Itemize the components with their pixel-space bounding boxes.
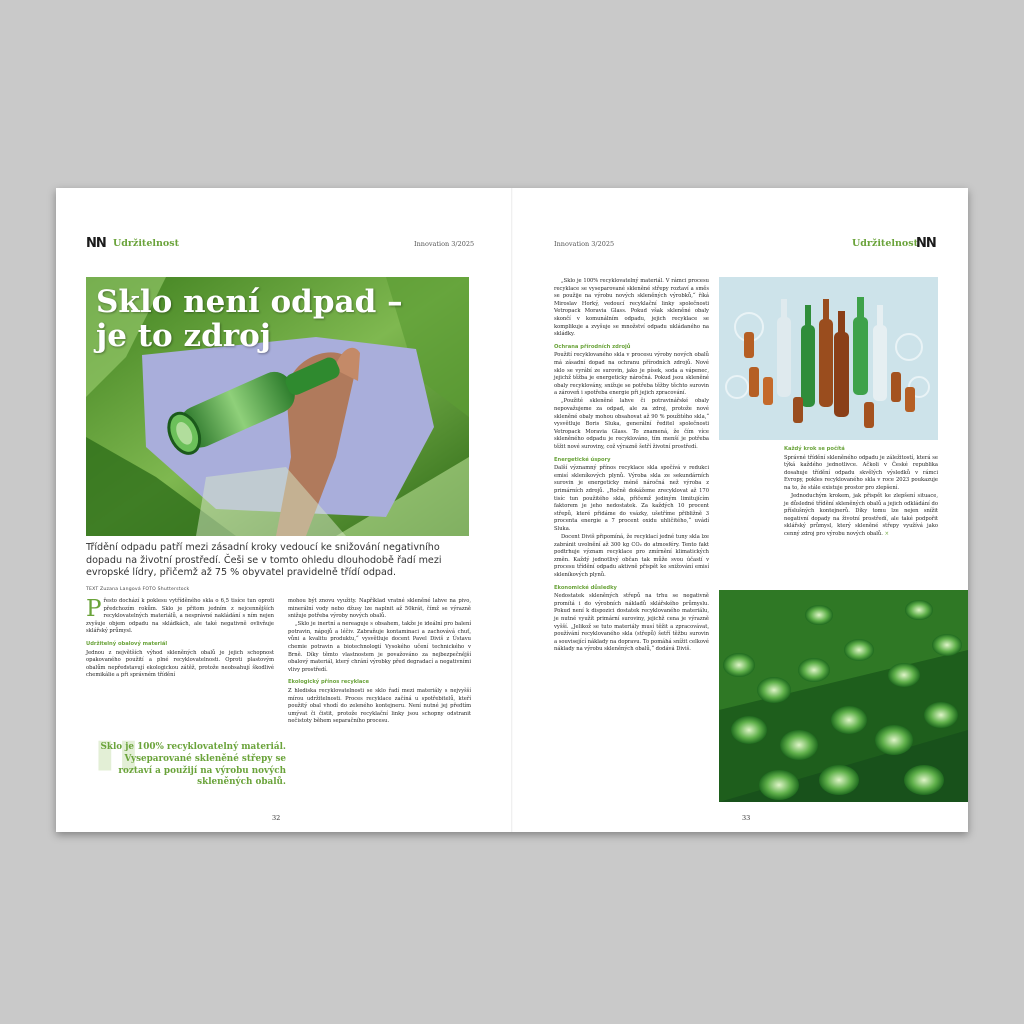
subheading: Udržitelný obalový materiál: [86, 640, 168, 647]
quote-mark-icon: ": [88, 718, 146, 832]
paragraph: Použití recyklovaného skla v procesu výroby nových obalů má zásadní dopad na ochranu přírodních zdrojů. Nové sklo se vyrábí ze surovin, jako je písek, soda a vápenec, jejichž těžba je energeticky náročná. Pokud jsou skleněné obaly recyklovány, snižuje se potřeba těžby těchto surovin a zároveň i spotřeba energie při jejich zpracování.: [554, 352, 709, 397]
pull-quote-text: Sklo je 100% recyklovatelný materiál. Vyseparované skleněné střepy se roztaví a použijí na výrobu nových skleněných obalů.: [100, 742, 286, 788]
intro-paragraph: řesto dochází k poklesu vytříděného skla o 6,5 tisíce tun oproti předchozím rokům. Sklo je přitom jedním z nejcennějších recyklovatelných materiálů, a nesprávné nakládání s ním nejen zvyšuje objem odpadu na skládkách, ale také negativně ovlivňuje sklářský průmysl.: [86, 598, 274, 635]
spread-gutter: [511, 188, 513, 832]
subheading: Ochrana přírodních zdrojů: [554, 343, 631, 350]
paragraph: mohou být znovu využity. Například vratné skleněné lahve na pivo, minerální vody nebo džusy lze naplnit až 50krát, čímž se výrazně snižuje potřeba výroby nových obalů.: [288, 598, 471, 620]
author-credit: TEXT Zuzana Langová FOTO Shutterstock: [86, 587, 190, 592]
subheading: Ekonomické důsledky: [554, 584, 617, 591]
subheading: Energetické úspory: [554, 456, 611, 463]
drop-cap: P: [86, 596, 102, 622]
paragraph: Nedostatek skleněných střepů na trhu se negativně promítá i do výrobních nákladů sklářského průmyslu. Pokud není k dispozici dostatek recyklovaného materiálu, je nutné využít primární suroviny, jejichž cena je výrazně vyšší. „Jelikož se tuto materiály musí těžit a zpracovávat, používání recyklovaného skla (střepů) šetří těžbu surovin a související náklady na dopravu. To pomáhá snížit celkové náklady na výrobu skleněných obalů,“ dodává Diviš.: [554, 593, 709, 653]
page-number-right: 33: [742, 814, 751, 822]
title-line-1: Sklo není odpad –: [96, 284, 403, 320]
paragraph: Jednou z největších výhod skleněných obalů je jejich schopnost opakovaného použití a plné recyklovatelnosti. Oproti plastovým obalům nepředstavují ekologickou zátěž, protože neobsahují škodlivé chemikálie a při správném třídění: [86, 649, 274, 679]
end-mark-icon: ×: [884, 531, 889, 538]
issue-label-right: Innovation 3/2025: [554, 240, 615, 248]
magazine-logo-left: NN: [86, 236, 106, 251]
paragraph: Jednoduchým krokem, jak přispět ke zlepšení situace, je důsledné třídění skleněných obalů a jejich odkládání do příslušných kontejnerů. Díky tomu lze nejen snížit negativní dopady na životní prostředí, ale také podpořit sklářský průmysl, který skleněné střepy využívá jako cenný zdroj pro výrobu nových obalů.: [784, 493, 938, 538]
paragraph: Docent Diviš připomíná, že recyklací jedné tuny skla lze zabránit uvolnění až 300 kg CO₂ do atmosféry. Tento fakt podtrhuje význam recyklace pro zmírnění klimatických změn. Každý jednotlivý občan tak může svou účastí v procesu třídění odpadu aktivně přispět ke snižování emisí skleníkových plynů.: [554, 534, 709, 578]
paragraph: „Sklo je 100% recyklovatelný materiál. V rámci procesu recyklace se vyseparované skleněné střepy roztaví a směs se použije na výrobu nových skleněných výrobků,“ říká Miroslav Horký, vedoucí recyklační linky společnosti Vetropack Moravia Glass. Pokud však skleněné obaly skončí v komunálním odpadu, jejich recyklace se komplikuje a zvyšuje se množství odpadu ukládaného na skládky.: [554, 278, 709, 338]
bottles-photo: [719, 277, 938, 440]
section-label-left: Udržitelnost: [113, 238, 179, 249]
paragraph: „Sklo je inertní a nereaguje s obsahem, takže je ideální pro balení potravin, nápojů a léčiv. Zabraňuje kontaminaci a zachovává chuť, vůni a kvalitu produktu,“ vysvětluje docent Pavel Diviš z Ústavu chemie potravin a biotechnologií Vysokého učení technického v Brně. Díky těmto vlastnostem je považováno za nejbezpečnější obalový materiál, který chrání výrobky před degradací a negativními vlivy prostředí.: [288, 621, 471, 673]
article-title: [96, 285, 456, 353]
title-line-2: je to zdroj: [96, 318, 272, 354]
paragraph: Z hlediska recyklovatelnosti se sklo řadí mezi materiály s nejvyšší mírou udržitelnosti. Proces recyklace začíná u spotřebitelů, kteří použitý obal vhodí do zeleného kontejneru. Není nutné jej předtím umývat či čistit, protože recyklační linky jsou schopny odstranit nečistoty během separačního procesu.: [288, 688, 471, 725]
right-column-2: [784, 446, 938, 539]
subheading: Ekologický přínos recyklace: [288, 679, 370, 686]
magazine-logo-right: NN: [916, 236, 936, 251]
left-column-1: [86, 598, 274, 680]
paragraph: Správné třídění skleněného odpadu je záležitostí, která se týká každého jednotlivce. Ačkoli v České republika dosahuje třídění odpadu skvělých výsledků v rámci Evropy, pokles recyklovaného skla v roce 2023 poukazuje na to, že stále existuje prostor pro zlepšení.: [784, 454, 938, 491]
paragraph: Další významný přínos recyklace skla spočívá v redukci emisí skleníkových plynů. Výroba skla ze sekundárních surovin je energeticky méně náročná než výroba z primárních zdrojů. „Ročně dokážeme zrecyklovat až 170 tisíc tun použitého skla, přičemž jediným limitujícím faktorem je jeho nedostatek. Za každých 10 procent střepů, které přidáme do vsázky, ušetříme přibližně 3 procenta energie a 7 procent oxidu uhličitého,“ uvádí Sluka.: [554, 465, 709, 532]
section-label-right: Udržitelnost: [852, 238, 918, 249]
subheading: Každý krok se počítá: [784, 446, 845, 452]
page-number-left: 32: [272, 814, 281, 822]
article-lead: Třídění odpadu patří mezi zásadní kroky vedoucí ke snižování negativního dopadu na životní prostředí. Češi se v tomto ohledu dlouhodobě řadí mezi evropské lídry, přičemž až 75 % obyvatel pravidelně třídí odpad.: [86, 542, 442, 578]
green-bottles-photo: [719, 590, 968, 802]
paragraph: „Použité skleněné lahve či potravinářské obaly nepovažujeme za odpad, ale za zdroj, protože nové skleněné obaly mohou obsahovat až 90 % použitého skla,“ vysvětluje Boris Sluka, generální ředitel společnosti Vetropack Moravia Glass. To znamená, že čím více skleněného odpadu je recyklováno, tím menší je potřeba těžit nové suroviny, což výrazně šetří životní prostředí.: [554, 398, 709, 450]
left-column-2: [288, 598, 471, 727]
right-column-1: [554, 278, 709, 654]
issue-label-left: Innovation 3/2025: [414, 240, 475, 248]
magazine-spread: [56, 188, 968, 832]
